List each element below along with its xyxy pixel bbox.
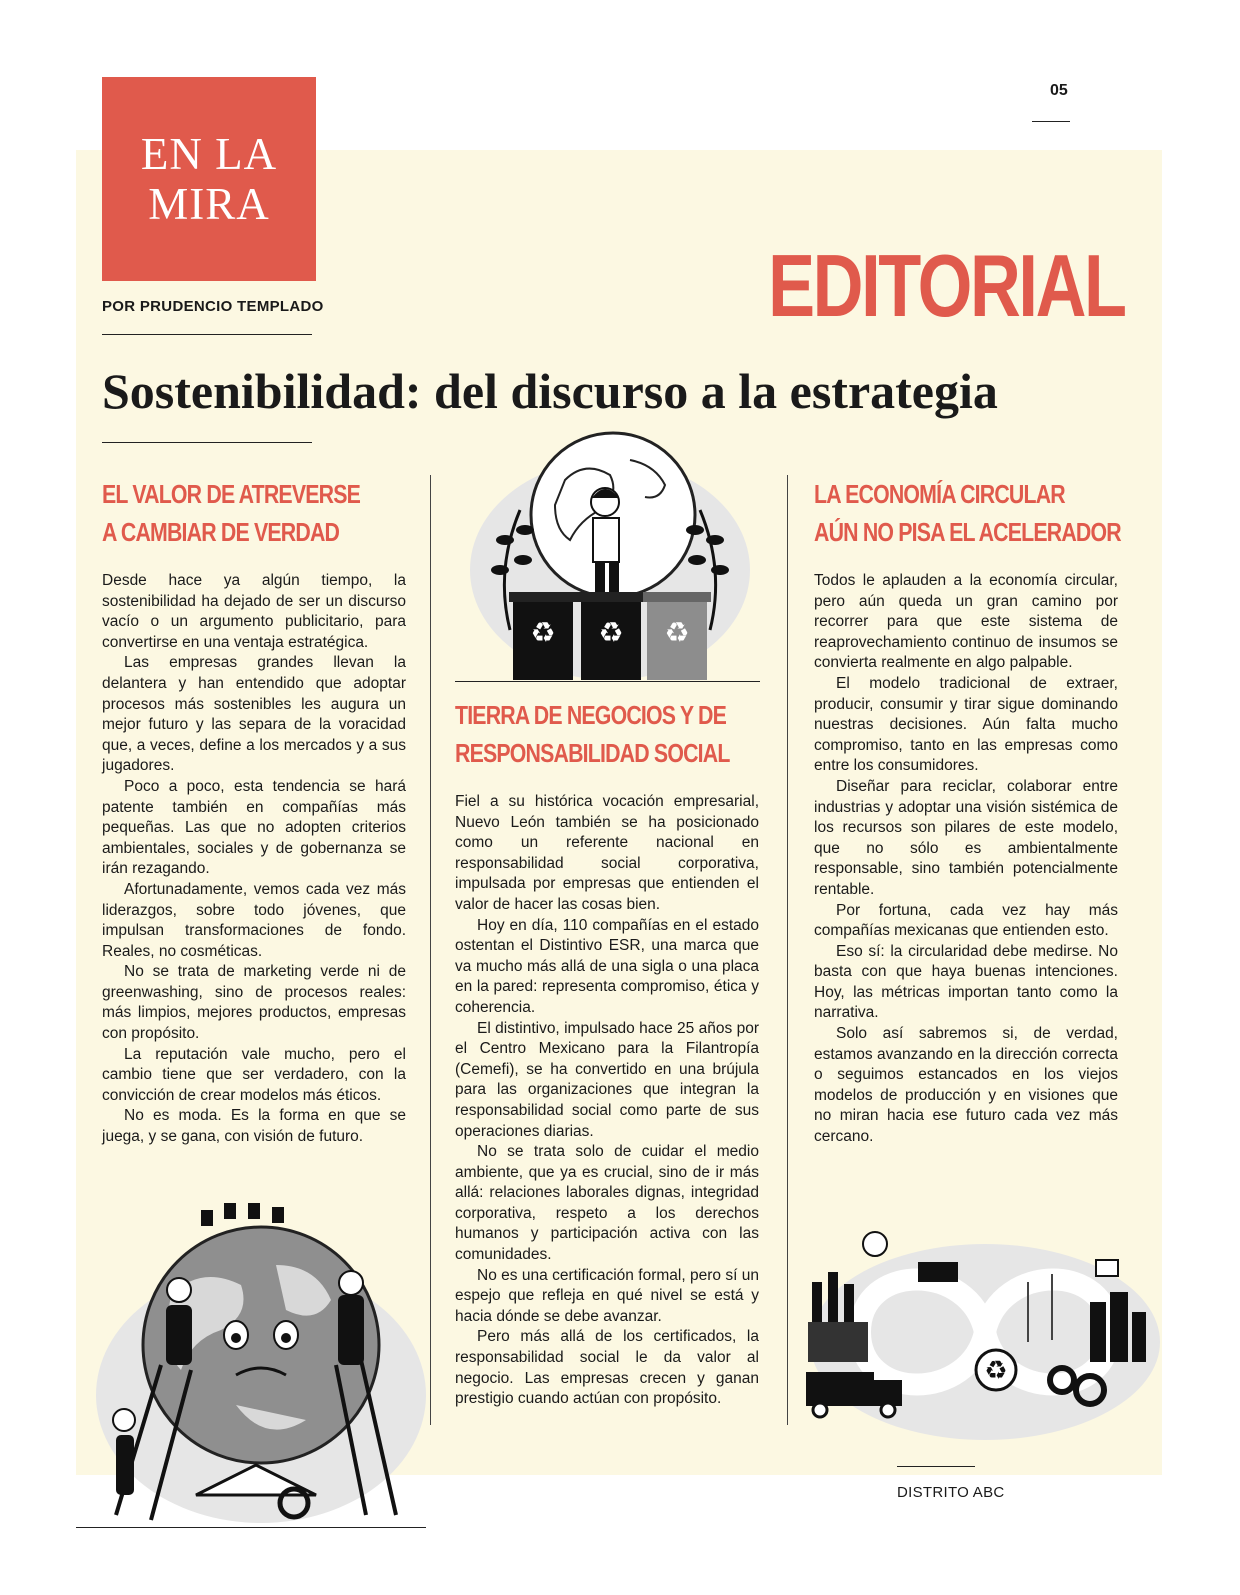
paragraph: Poco a poco, esta tendencia se hará patente también en compañías más pequeñas. Las que no adopten criterios ambientales, sociales y de gobernanza se irán rezagando.: [102, 777, 406, 878]
paragraph: Fiel a su histórica vocación empresarial, Nuevo León también se ha posicionado como un referente nacional en responsabilidad social corporativa, impulsada por empresas que entienden el valor de hacer las cosas bien.: [455, 793, 759, 913]
byline-divider: [102, 334, 312, 335]
page-number: 05: [1050, 82, 1068, 99]
column-3-heading-line1: LA ECONOMÍA CIRCULAR: [814, 479, 1065, 509]
byline: POR PRUDENCIO TEMPLADO: [102, 298, 324, 315]
paragraph: Eso sí: la circularidad debe medirse. No basta con que haya buenas intenciones. Hoy, las métricas importan tanto como la narrativa.: [814, 942, 1118, 1022]
column-2-heading: [455, 696, 730, 772]
column-2-heading-line1: TIERRA DE NEGOCIOS Y DE: [455, 700, 726, 730]
paragraph: No es moda. Es la forma en que se juega, y se gana, con visión de futuro.: [102, 1107, 406, 1146]
earth-care-illustration: [76, 1195, 426, 1525]
recycle-icon: ♻: [530, 616, 556, 649]
section-label: EDITORIAL: [768, 236, 1125, 335]
paragraph: Hoy en día, 110 compañías en el estado ostentan el Distintivo ESR, una marca que va mucho más allá de una sigla o una placa en la pared: representa compromiso, ética y coherencia.: [455, 916, 759, 1016]
paragraph: Pero más allá de los certificados, la responsabilidad social le da valor al negocio. Las empresas crecen y ganan prestigio cuando actúan con propósito.: [455, 1328, 759, 1408]
headline: Sostenibilidad: del discurso a la estrategia: [102, 363, 998, 419]
section-badge-line1: EN LA: [140, 129, 278, 179]
paragraph: Desde hace ya algún tiempo, la sostenibilidad ha dejado de ser un discurso vacío o un argumento publicitario, para convertirse en una ventaja estratégica.: [102, 572, 406, 651]
column-2-body: [455, 792, 759, 1410]
paragraph: El distintivo, impulsado hace 25 años por el Centro Mexicano para la Filantropía (Cemefi), se ha convertido en una brújula para las organizaciones que integran la responsabilidad social como parte de sus operaciones diarias.: [455, 1019, 759, 1140]
column-1-body: [102, 571, 406, 1148]
section-badge-line2: MIRA: [148, 179, 270, 229]
column-3-heading-line2: AÚN NO PISA EL ACELERADOR: [814, 517, 1121, 547]
paragraph: No se trata solo de cuidar el medio ambiente, que ya es crucial, sino de ir más allá: relaciones laborales dignas, integridad corporativa, respeto a los derechos humanos y participación activa con las comunidades.: [455, 1143, 759, 1264]
paragraph: La reputación vale mucho, pero el cambio tiene que ser verdadero, con la convicción de crear modelos más éticos.: [102, 1045, 406, 1104]
column-divider-right: [787, 475, 788, 1425]
recycle-icon: ♻: [598, 616, 624, 649]
column-3-heading: [814, 475, 1121, 551]
circular-economy-illustration: [800, 1222, 1160, 1442]
paragraph: Afortunadamente, vemos cada vez más liderazgos, sobre todo jóvenes, que impulsan transformaciones de fondo. Reales, no cosméticas.: [102, 880, 406, 960]
footer-divider: [897, 1466, 975, 1467]
column-3-body: [814, 571, 1118, 1148]
paragraph: Por fortuna, cada vez hay más compañías mexicanas que entienden esto.: [814, 901, 1118, 940]
paragraph: Solo así sabremos si, de verdad, estamos avanzando en la dirección correcta o seguimos estancados en los viejos modelos de producción y en visiones que no miran hacia ese futuro cada vez más cercano.: [814, 1025, 1118, 1146]
column-2-heading-line2: RESPONSABILIDAD SOCIAL: [455, 738, 730, 768]
recycling-globe-illustration: [455, 420, 765, 682]
column-1-heading-line1: EL VALOR DE ATREVERSE: [102, 479, 361, 509]
recycle-icon: ♻: [984, 1356, 1008, 1386]
paragraph: El modelo tradicional de extraer, producir, consumir y tirar sigue dominando nuestras decisiones. Aún falta mucho compromiso, tanto en las empresas como entre los consumidores.: [814, 674, 1118, 775]
column-1-heading-line2: A CAMBIAR DE VERDAD: [102, 517, 340, 547]
column-divider-left: [430, 475, 431, 1425]
paragraph: Diseñar para reciclar, colaborar entre industrias y adoptar una visión sistémica de los recursos son pilares de este modelo, que no sólo es ambientalmente responsable, sino también potencialmente rentable.: [814, 777, 1118, 898]
paragraph: No es una certificación formal, pero sí un espejo que refleja en qué nivel se está y hacia dónde se debe avanzar.: [455, 1266, 759, 1325]
column-1-heading: [102, 475, 360, 551]
section-badge: [102, 77, 316, 281]
publication-footer: DISTRITO ABC: [897, 1484, 1005, 1501]
headline-divider: [102, 442, 312, 443]
page-number-divider: [1032, 121, 1070, 122]
recycle-icon: ♻: [664, 616, 690, 649]
paragraph: Las empresas grandes llevan la delantera y han entendido que adoptar procesos más sostenibles les augura un mejor futuro y las separa de la voracidad que, a veces, define a los mercados y a sus jugadores.: [102, 654, 406, 775]
paragraph: No se trata de marketing verde ni de greenwashing, sino de procesos reales: más limpios, mejores productos, empresas con propósito.: [102, 963, 406, 1043]
bottom-left-divider: [76, 1527, 426, 1528]
paragraph: Todos le aplauden a la economía circular, pero aún queda un gran camino por recorrer para que este sistema de reaprovechamiento continuo de insumos se convierta realmente en algo palpable.: [814, 572, 1118, 672]
